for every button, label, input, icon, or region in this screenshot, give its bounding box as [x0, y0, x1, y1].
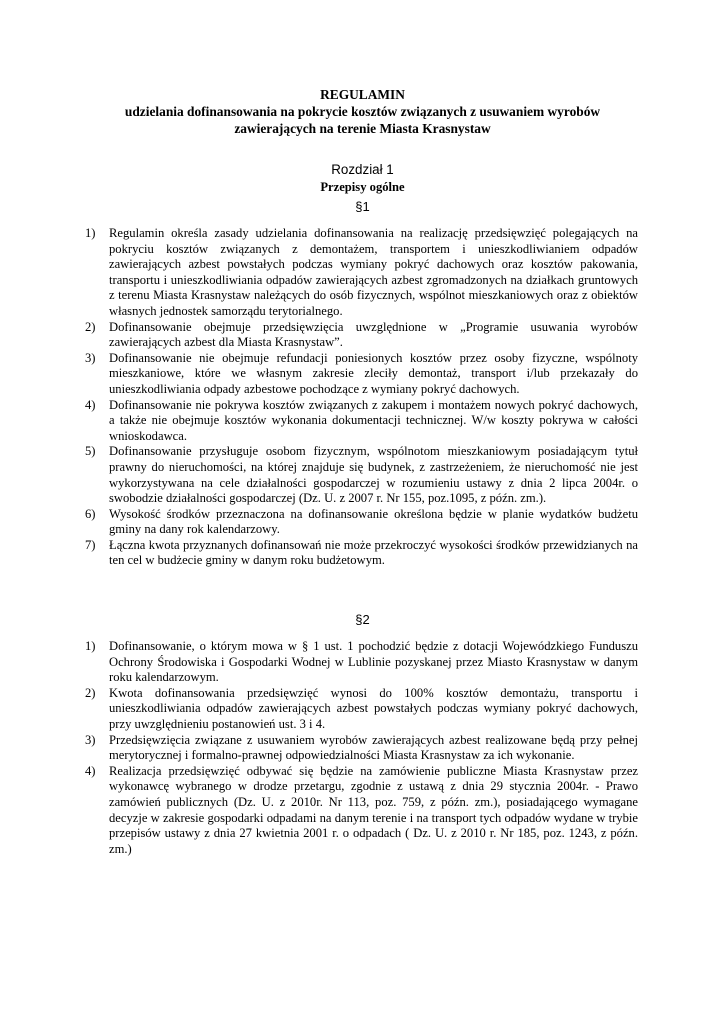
chapter-title: Przepisy ogólne: [320, 180, 405, 194]
list-item-text: Dofinansowanie nie pokrywa kosztów związanych z zakupem i montażem nowych pokryć dachowych, a także nie obejmuje kosztów wykonania dokumentacji technicznej. W/w koszty pokrywa w całości wnioskodawca.: [109, 397, 638, 443]
list-item: [85, 733, 638, 764]
list-item-number: 4): [85, 763, 96, 778]
list-item-text: Wysokość środków przeznaczona na dofinansowanie określona będzie w planie wydatków budżetu gminy na dany rok kalendarzowy.: [109, 506, 638, 537]
list-item: [85, 507, 638, 538]
list-item-text: Realizacja przedsięwzięć odbywać się będzie na zamówienie publiczne Miasta Krasnystaw przez wykonawcę wybranego w drodze przetargu, zgodnie z ustawą z dnia 29 stycznia 2004r. - Prawo zamówień publicznych (Dz. U. z 2010r. Nr 113, poz. 759, z późn. zm.), posiadającego wymagane decyzje w zakresie gospodarki odpadami na danym terenie i na transport tych odpadów wydane w trybie przepisów ustawy z dnia 27 kwietnia 2001 r. o odpadach ( Dz. U. z 2010 r. Nr 185, poz. 1243, z późn. zm.): [109, 763, 638, 856]
list-item-number: 5): [85, 444, 96, 459]
list-item-text: Dofinansowanie przysługuje osobom fizycznym, wspólnotom mieszkaniowym posiadającym tytuł prawny do nieruchomości, na której znajduje się budynek, z zastrzeżeniem, że nieruchomość nie jest wykorzystywana na cele działalności gospodarczej w rozumieniu ustawy z dnia 2 lipca 2004r. o swobodzie działalności gospodarczej (Dz. U. z 2007 r. Nr 155, poz.1095, z późn. zm.).: [109, 444, 638, 506]
list-item-text: Dofinansowanie, o którym mowa w § 1 ust. 1 pochodzić będzie z dotacji Wojewódzkiego Funduszu Ochrony Środowiska i Gospodarki Wodnej w Lublinie pozyskanej przez Miasto Krasnystaw w danym roku kalendarzowym.: [109, 639, 638, 685]
list-item: [85, 639, 638, 686]
list-item-number: 1): [85, 226, 96, 240]
list-item: [85, 398, 638, 445]
document-title-block: [0, 86, 725, 137]
list-item-text: Przedsięwzięcia związane z usuwaniem wyrobów zawierających azbest realizowane będą przy pełnej merytorycznej i formalno-prawnej odpowiedzialności Miasta Krasnystaw za ich wykonanie.: [109, 732, 638, 763]
document-subtitle-line1: udzielania dofinansowania na pokrycie kosztów związanych z usuwaniem wyrobów: [124, 104, 601, 119]
list-item-text: Dofinansowanie obejmuje przedsięwzięcia uwzględnione w „Programie usuwania wyrobów zawierających azbest dla Miasta Krasnystaw”.: [109, 319, 638, 350]
list-item-text: Dofinansowanie nie obejmuje refundacji poniesionych kosztów przez osoby fizyczne, wspólnoty mieszkaniowe, które we własnym zakresie zleciły demontaż, transport i/lub przekazały do unieszkodliwiania odpady azbestowe pochodzące z wymiany pokryć dachowych.: [109, 350, 638, 396]
list-item-number: 1): [85, 639, 96, 653]
section-1-list: [85, 226, 638, 569]
list-item: [85, 226, 638, 320]
list-item-text: Regulamin określa zasady udzielania dofinansowania na realizację przedsięwzięć polegających na pokryciu kosztów związanych z demontażem, transportem i unieszkodliwianiem odpadów zawierających azbest powstałych podczas wymiany pokryć dachowych oraz kosztów pakowania, transportu i unieszkodliwiania odpadów zawierających azbest zgromadzonych na działkach gruntowych z terenu Miasta Krasnystaw należących do osób fizycznych, wspólnot mieszkaniowych oraz z obiektów własnych jednostek samorządu terytorialnego.: [109, 226, 638, 318]
list-item-number: 2): [85, 685, 96, 700]
list-item: [85, 351, 638, 398]
document-subtitle-line2: zawierających na terenie Miasta Krasnystaw: [234, 121, 491, 136]
section-2-heading: §2: [355, 612, 370, 627]
document-title: REGULAMIN: [320, 87, 405, 102]
list-item: [85, 686, 638, 733]
list-item: [85, 320, 638, 351]
list-item: [85, 764, 638, 858]
list-item-text: Kwota dofinansowania przedsięwzięć wynosi do 100% kosztów demontażu, transportu i unieszkodliwiania odpadów zawierających azbest powstałych podczas wymiany pokryć dachowych, przy uwzględnieniu postanowień ust. 3 i 4.: [109, 685, 638, 731]
list-item-number: 3): [85, 350, 96, 365]
section-1-heading: §1: [355, 199, 370, 214]
chapter-heading: Rozdział 1: [331, 162, 394, 177]
list-item: [85, 538, 638, 569]
list-item-number: 4): [85, 397, 96, 412]
list-item-number: 6): [85, 506, 96, 521]
list-item-text: Łączna kwota przyznanych dofinansowań nie może przekroczyć wysokości środków przewidzianych na ten cel w budżecie gminy w danym roku budżetowym.: [109, 537, 638, 568]
list-item-number: 3): [85, 732, 96, 747]
list-item-number: 2): [85, 319, 96, 334]
list-item: [85, 444, 638, 506]
list-item-number: 7): [85, 537, 96, 552]
section-2-list: [85, 639, 638, 857]
